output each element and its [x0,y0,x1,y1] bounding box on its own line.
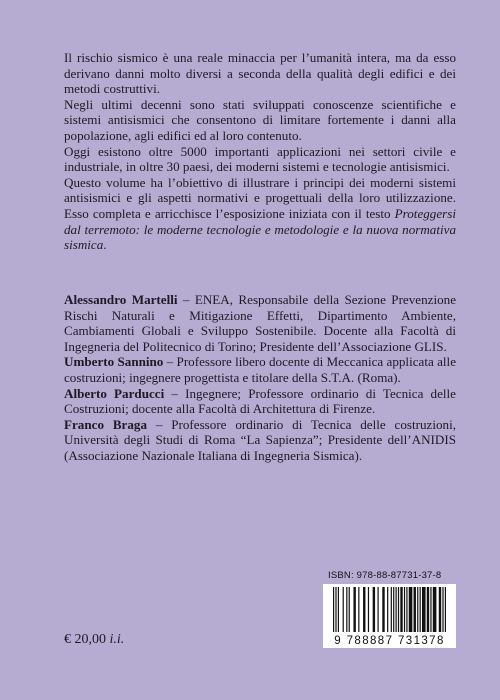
author-bio [64,292,456,354]
blurb-paragraph-4 [64,175,456,253]
author-name: Umberto Sannino [64,354,164,370]
author-description: – Ingegnere; Professore ordinario di Tecnica delle Costruzioni; docente alla Facoltà di Architettura di Firenze. [64,385,456,417]
barcode-digits: 9 788887 731378 [334,635,445,647]
author-name: Alberto Parducci [64,385,165,401]
author-description: – ENEA, Responsabile della Sezione Prevenzione Rischi Naturali e Mitigazione Effetti, Dipartimento Ambiente, Cambiamenti Globali e Sviluppo Sostenibile. Docente alla Facoltà di Ingegneria del Politecnico di Torino; Presidente dell’Associazione GLIS. [64,292,457,354]
blurb-paragraph-2: Negli ultimi decenni sono stati sviluppati conoscenze scientifiche e sistemi antisismici che consentono di limitare fortemente i danni alla popolazione, agli edifici ed al loro contenuto. [64,96,456,143]
isbn-barcode [323,584,456,648]
blurb-paragraph-4-end: . [103,237,107,253]
author-name: Alessandro Martelli [64,292,178,307]
author-description: – Professore ordinario di Tecnica delle costruzioni, Università degli Studi di Roma “La Sapienza”; Presidente dell’ANIDIS (Associazione Nazionale Italiana di Ingegneria Sismica). [64,416,456,463]
author-description: – Professore libero docente di Meccanica applicata alle costruzioni; ingegnere progettista e titolare della S.T.A. (Roma). [64,354,457,385]
price-amount: € 20,00 [64,632,106,647]
barcode-bars-icon [323,584,456,634]
author-bio [64,417,456,464]
blurb-text [64,50,456,253]
blurb-paragraph-3: Oggi esistono oltre 5000 importanti applicazioni nei settori civile e industriale, in oltre 30 paesi, dei moderni sistemi e tecnologie antisismici. [64,143,456,175]
author-bios [64,292,456,464]
price-suffix: i.i. [109,632,125,647]
blurb-paragraph-4-text: Questo volume ha l’obiettivo di illustrare i principi dei moderni sistemi antisismici e gli aspetti normativi e progettuali della loro utilizzazione. Esso completa e arricchisce l’esposizione iniziata con il testo [64,174,456,221]
author-name: Franco Braga [64,416,148,432]
author-bio [64,386,456,417]
referenced-book-title: Proteggersi dal terremoto: le moderne tecnologie e metodologie e la nuova normativa sismica [64,205,456,253]
isbn-label: ISBN: 978-88-87731-37-8 [328,570,442,581]
author-bio [64,354,456,385]
blurb-paragraph-1: Il rischio sismico è una reale minaccia per l’umanità intera, ma da esso derivano danni molto diversi a seconda della qualità degli edifici e dei metodi costruttivi. [64,50,456,97]
price [64,632,124,648]
